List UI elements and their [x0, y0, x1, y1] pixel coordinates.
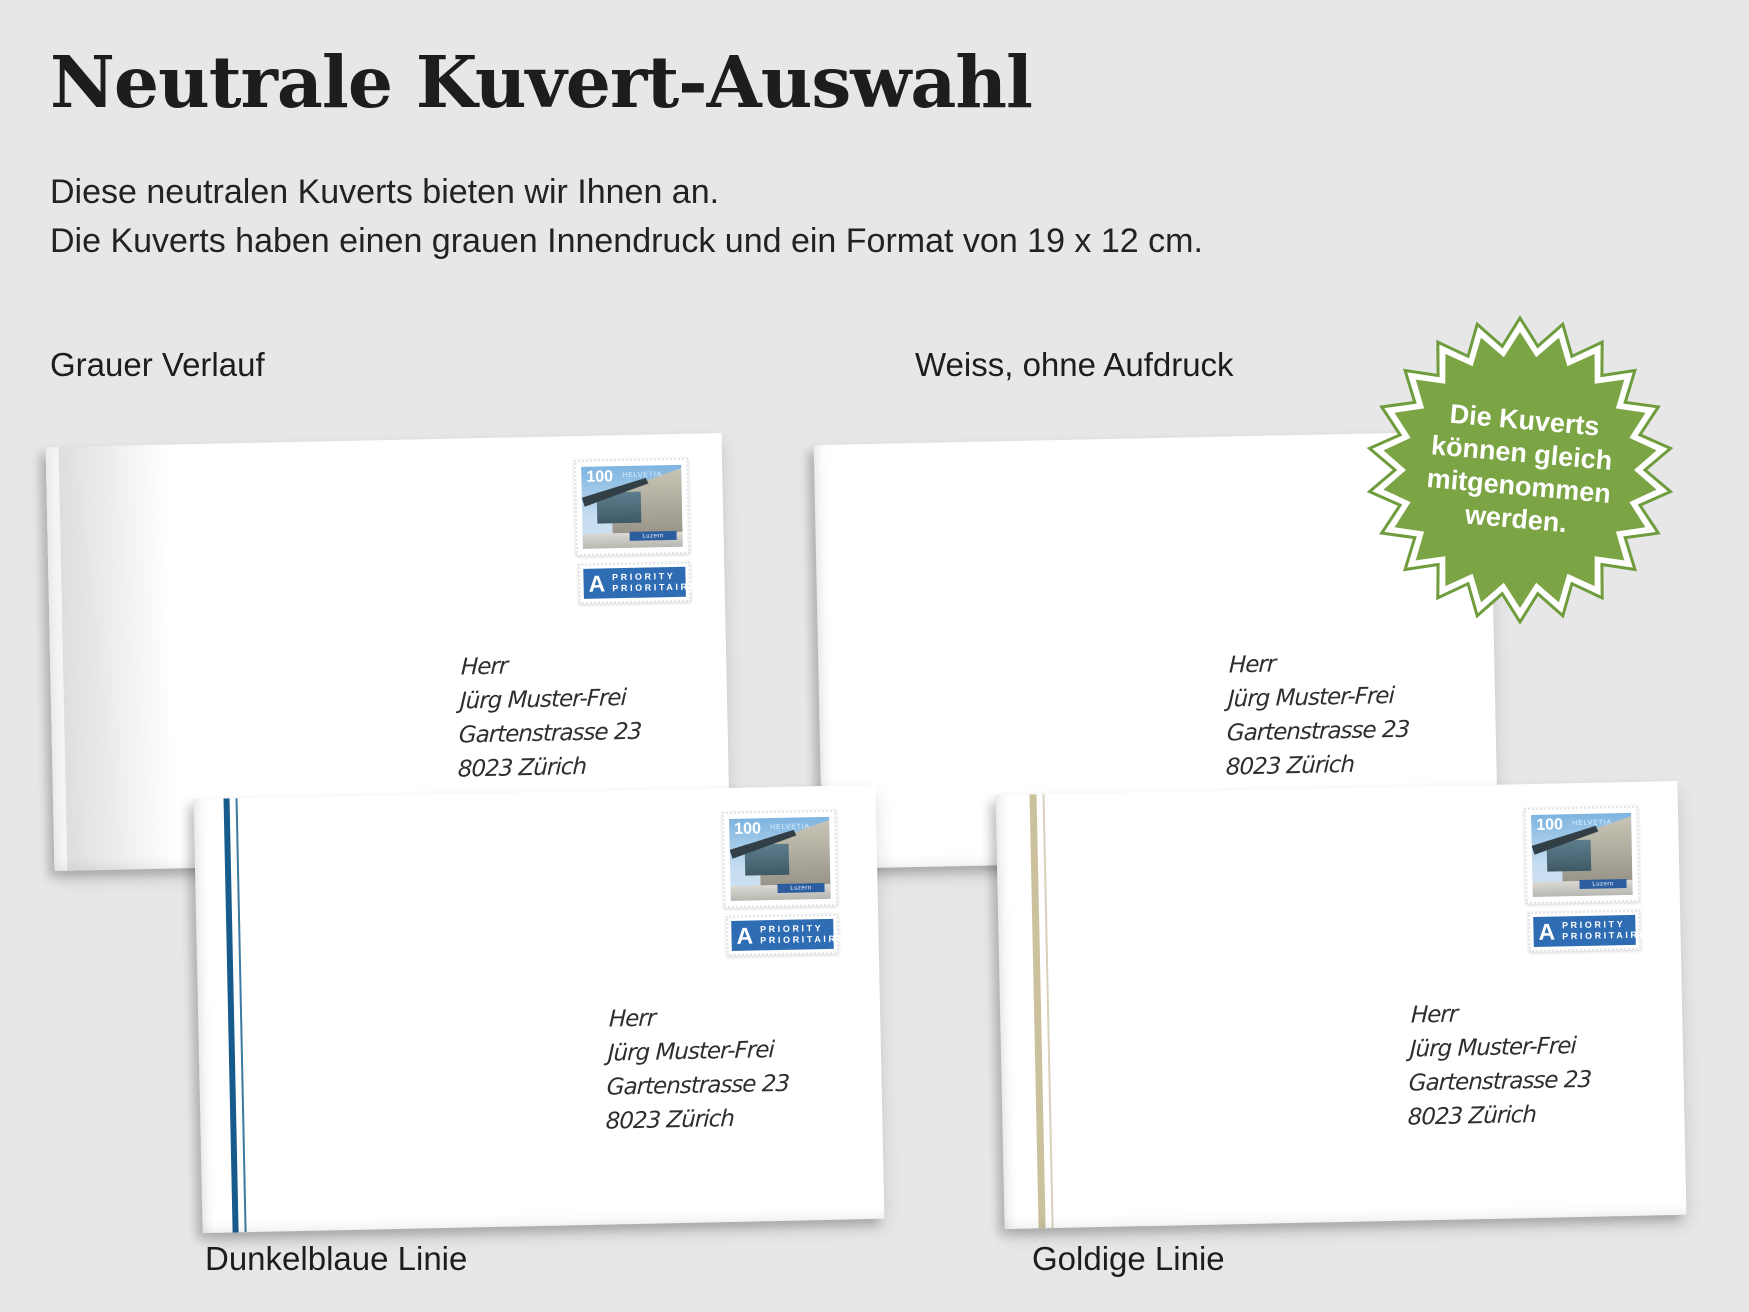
- envelope-goldige-linie: [996, 781, 1687, 1229]
- priority-label-inner: [731, 919, 847, 951]
- address-block: [605, 999, 792, 1139]
- address-line-4: 8023 Zürich: [1407, 1101, 1537, 1131]
- intro-text: [50, 168, 1203, 266]
- stamp-city-label: Luzern: [642, 532, 664, 540]
- priority-letter: A: [1538, 918, 1556, 945]
- stamp-value: 100: [586, 468, 614, 486]
- stamp-city-label: Luzern: [790, 884, 812, 892]
- postage-stamp: [574, 458, 690, 556]
- badge-line-1: Die Kuverts: [1448, 398, 1601, 442]
- address-line-4: 8023 Zürich: [457, 753, 587, 783]
- priority-line-2: PRIORITAIRE: [1562, 929, 1649, 942]
- address-line-4: 8023 Zürich: [1225, 751, 1355, 781]
- stamp-photo: [581, 465, 683, 549]
- postage-stamp: [722, 810, 838, 908]
- priority-label: [1528, 910, 1649, 952]
- stamp-value: 100: [1536, 816, 1564, 834]
- badge-line-2: können gleich: [1429, 430, 1614, 476]
- address-line-1: Herr: [1410, 1001, 1458, 1029]
- priority-line-1: PRIORITY: [759, 923, 824, 935]
- badge-line-3: mitgenommen: [1425, 462, 1612, 509]
- address-line-2: Jürg Muster-Frei: [1409, 1033, 1577, 1063]
- stamp-country: HELVETIA: [770, 823, 811, 832]
- gray-gradient-print: [60, 445, 177, 871]
- address-block: [1407, 995, 1594, 1135]
- priority-label-inner: [583, 567, 699, 599]
- priority-line-2: PRIORITAIRE: [612, 581, 699, 594]
- address-line-1: Herr: [1228, 651, 1276, 679]
- address-block: [457, 647, 644, 787]
- intro-line-2: Die Kuverts haben einen grauen Innendruck und ein Format von 19 x 12 cm.: [50, 222, 1203, 260]
- priority-label: [726, 914, 847, 956]
- page-title: Neutrale Kuvert-Auswahl: [50, 40, 1033, 124]
- intro-line-1: Diese neutralen Kuverts bieten wir Ihnen an.: [50, 173, 720, 211]
- address-line-4: 8023 Zürich: [605, 1105, 735, 1135]
- stamp-city-label: Luzern: [1592, 880, 1614, 888]
- priority-letter: A: [736, 922, 754, 949]
- stamp-value: 100: [734, 820, 762, 838]
- priority-line-1: PRIORITY: [612, 570, 676, 583]
- stamp-city-bar: [630, 531, 677, 542]
- stamp-photo: [729, 817, 831, 901]
- address-line-3: Gartenstrasse 23: [606, 1070, 790, 1101]
- stamp-country: HELVETIA: [622, 471, 663, 480]
- badge-text: [1360, 310, 1680, 630]
- badge-line-4: werden.: [1463, 499, 1568, 539]
- envelope-label-weiss-ohne-aufdruck: Weiss, ohne Aufdruck: [915, 346, 1234, 383]
- stamp-country: HELVETIA: [1572, 819, 1613, 828]
- priority-label: [578, 562, 699, 604]
- address-line-1: Herr: [608, 1005, 656, 1033]
- priority-line-1: PRIORITY: [1561, 919, 1626, 931]
- address-line-3: Gartenstrasse 23: [458, 718, 642, 749]
- address-line-2: Jürg Muster-Frei: [607, 1037, 775, 1067]
- envelope-dunkelblaue-linie: [194, 785, 885, 1233]
- envelope-label-grauer-verlauf: Grauer Verlauf: [50, 346, 265, 383]
- promo-badge: [1360, 310, 1680, 630]
- stamp-city-bar: [777, 883, 824, 894]
- address-line-3: Gartenstrasse 23: [1226, 716, 1410, 747]
- envelope-label-dunkelblaue-linie: Dunkelblaue Linie: [205, 1240, 468, 1277]
- address-line-2: Jürg Muster-Frei: [1227, 683, 1395, 713]
- postage-stamp: [1524, 806, 1640, 904]
- priority-letter: A: [588, 569, 606, 597]
- stamp-city-bar: [1579, 879, 1626, 890]
- address-line-1: Herr: [460, 653, 508, 681]
- address-line-2: Jürg Muster-Frei: [459, 685, 627, 715]
- priority-label-inner: [1533, 915, 1649, 947]
- address-block: [1225, 645, 1412, 785]
- envelope-label-goldige-linie: Goldige Linie: [1032, 1240, 1225, 1277]
- priority-line-2: PRIORITAIRE: [760, 933, 847, 946]
- stamp-photo: [1531, 813, 1633, 897]
- address-line-3: Gartenstrasse 23: [1408, 1066, 1592, 1097]
